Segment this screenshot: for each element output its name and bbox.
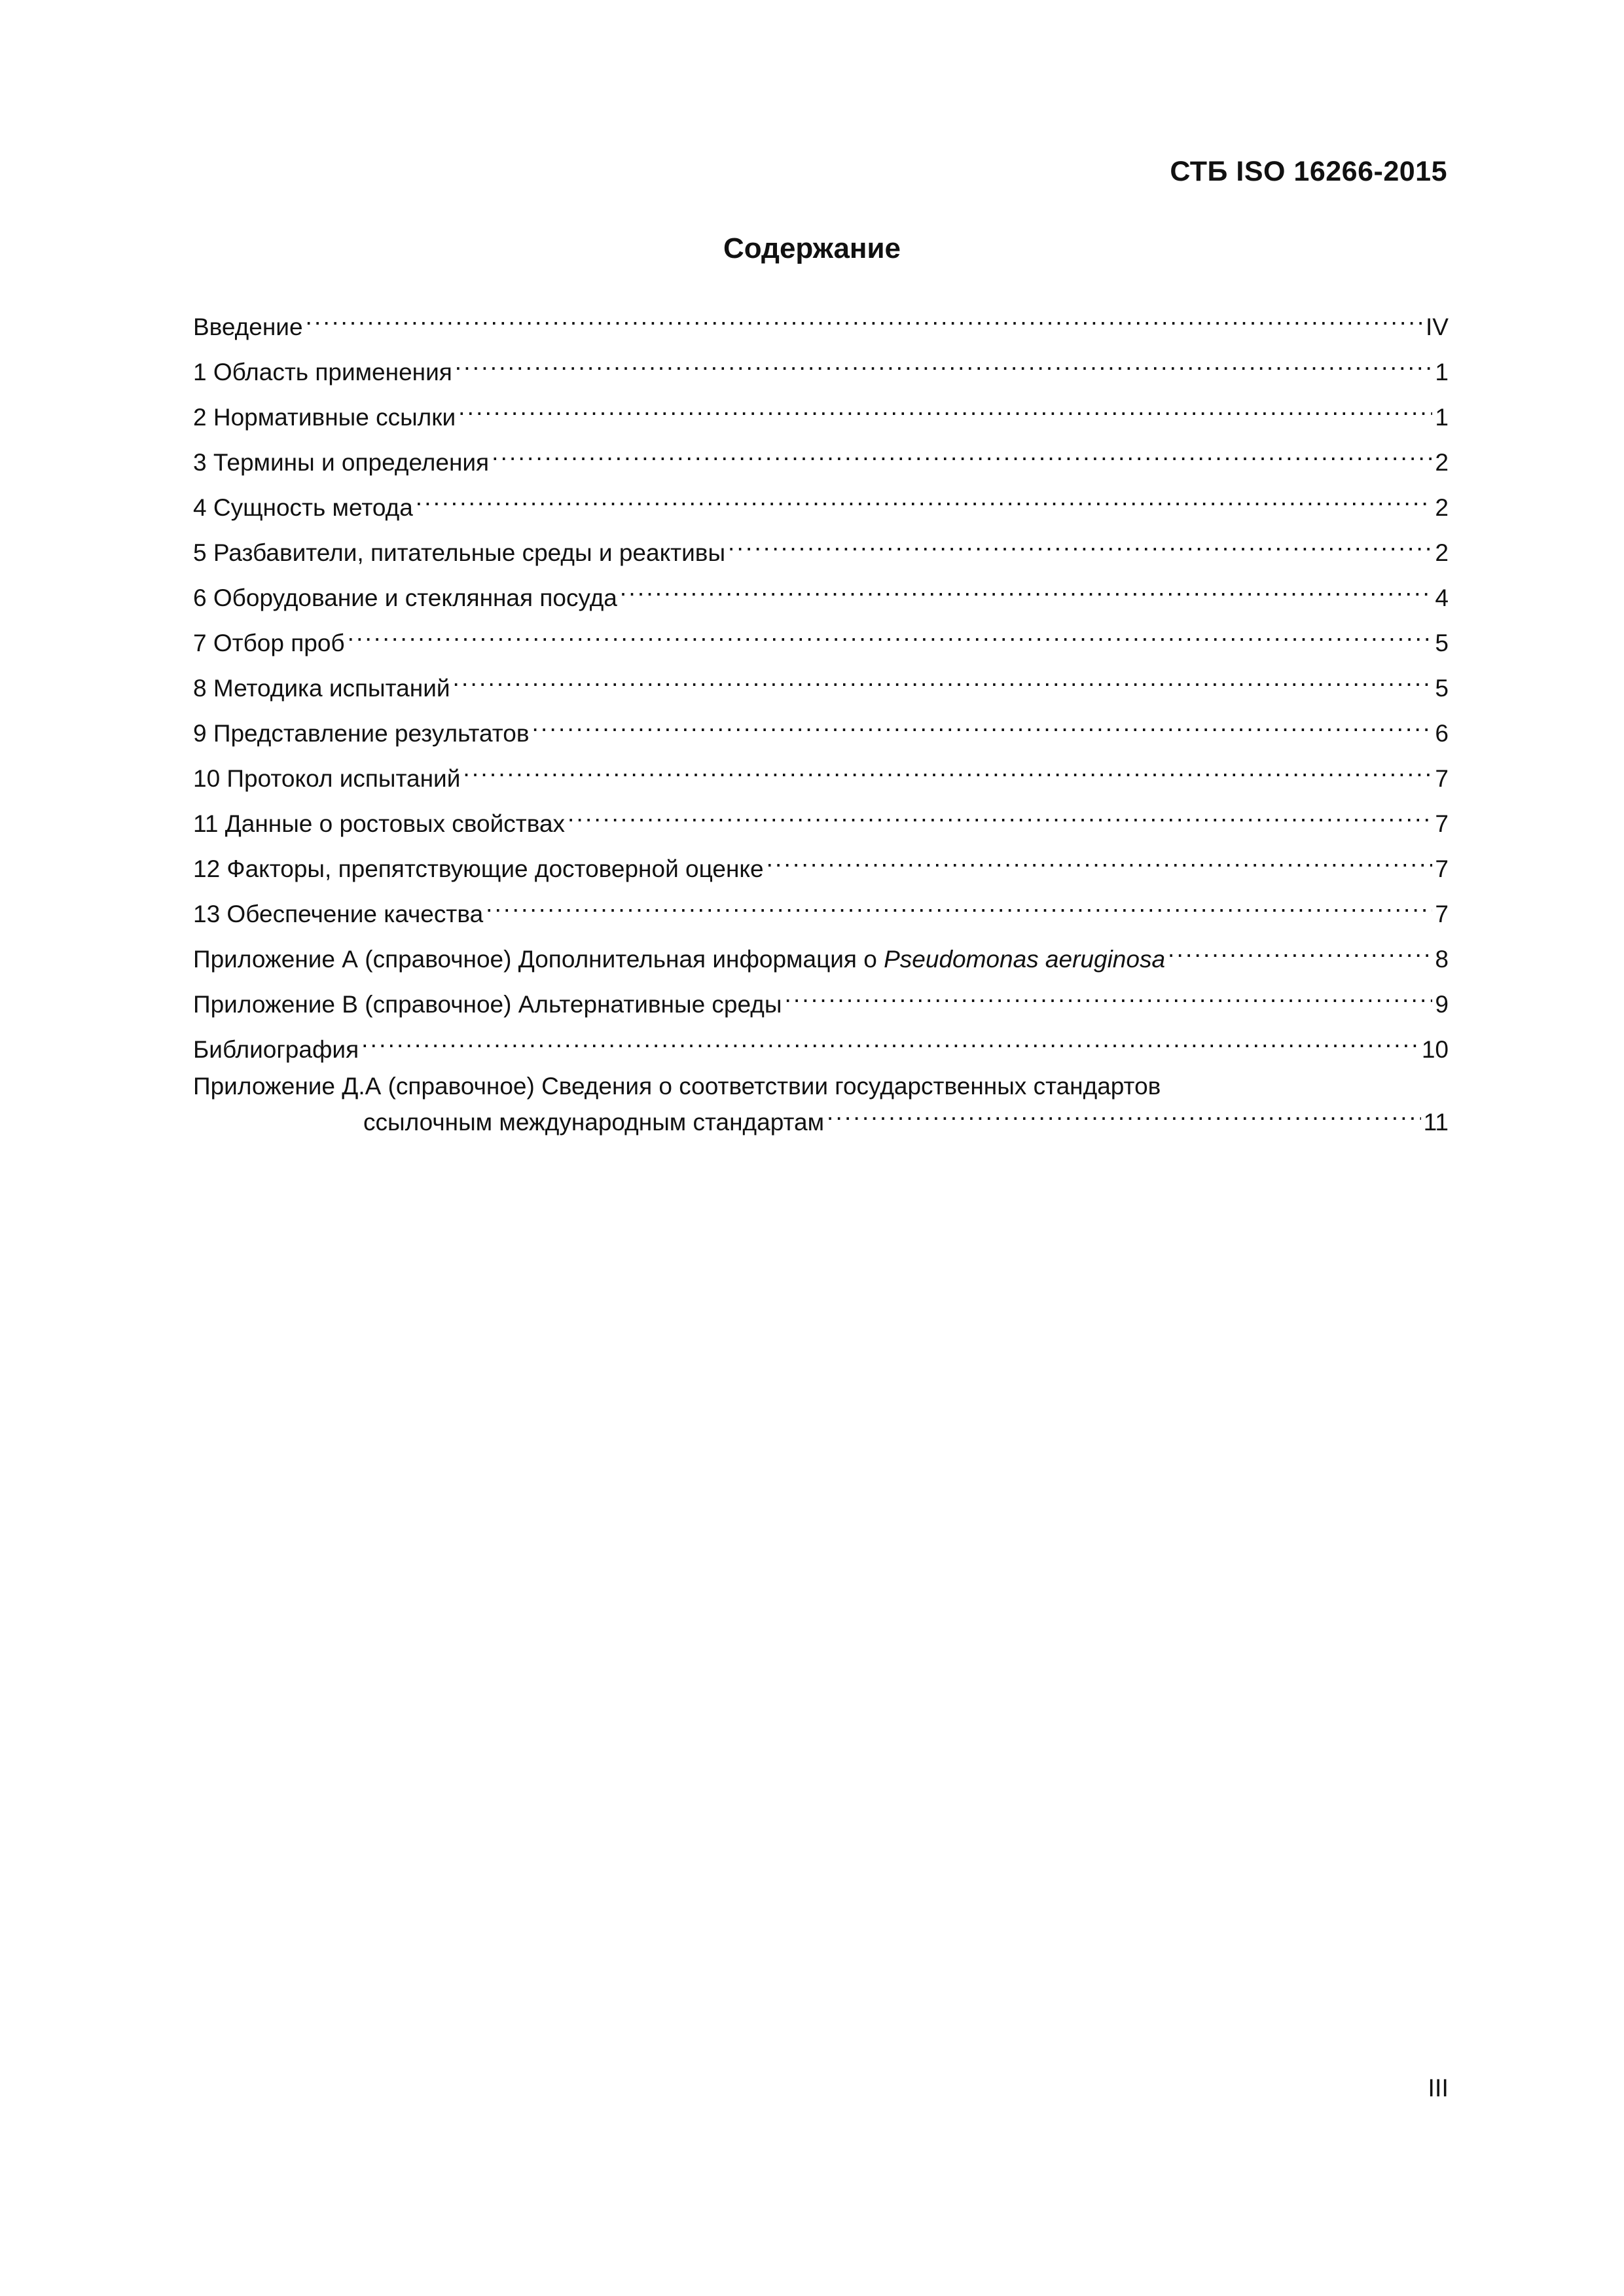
toc-page-number: 2 [1435,494,1449,521]
toc-entry-text: 13 Обеспечение качества [193,901,484,927]
dot-leader [348,619,1433,651]
dot-leader [463,754,1432,787]
dot-leader [728,528,1432,561]
toc-entry-text: 5 Разбавители, питательные среды и реактивы [193,539,726,566]
toc-page-number: 5 [1435,675,1449,702]
toc-entry-annex-a[interactable] [193,935,1449,980]
toc-page-number: IV [1426,314,1449,340]
page-number: III [1428,2075,1449,2102]
toc-entry-procedure[interactable] [193,664,1449,709]
toc-entry-terms[interactable] [193,438,1449,483]
dot-leader [453,664,1433,696]
toc-entry-interferences[interactable] [193,844,1449,889]
toc-page-number: 9 [1435,991,1449,1018]
toc-page-number: 6 [1435,720,1449,747]
toc-page-number: 2 [1435,539,1449,566]
toc-entry-text-italic: Pseudomonas aeruginosa [884,946,1166,973]
toc-entry-text: 7 Отбор проб [193,630,345,656]
toc-page-number: 7 [1435,810,1449,837]
toc-page-number: 8 [1435,946,1449,973]
toc-entry-text: 11 Данные о ростовых свойствах [193,810,566,837]
toc-entry-text: 9 Представление результатов [193,720,530,747]
dot-leader [827,1098,1421,1130]
toc-entry-expression-of-results[interactable] [193,709,1449,754]
toc-page-number: 4 [1435,584,1449,611]
toc-entry-text: Введение [193,314,303,340]
toc-entry-scope[interactable] [193,348,1449,393]
toc-entry-annex-da[interactable] [193,1070,1449,1139]
table-of-contents [193,302,1449,1139]
toc-entry-text [193,943,1165,976]
toc-page-number: 1 [1435,404,1449,431]
dot-leader [458,393,1432,425]
toc-entry-text: Приложение В (справочное) Альтернативные среды [193,991,782,1018]
toc-entry-text: 10 Протокол испытаний [193,765,461,792]
toc-page-number: 1 [1435,359,1449,386]
toc-page-number: 2 [1435,449,1449,476]
toc-entry-text-regular: Приложение А (справочное) Дополнительная информация о [193,946,884,973]
toc-page-number: 5 [1435,630,1449,656]
toc-page-number: 11 [1423,1109,1449,1136]
dot-leader [784,980,1432,1013]
toc-entry-apparatus[interactable] [193,573,1449,619]
dot-leader [416,483,1433,516]
dot-leader [1168,935,1432,967]
toc-entry-text: 12 Факторы, препятствующие достоверной оценке [193,855,764,882]
toc-entry-text: 3 Термины и определения [193,449,490,476]
dot-leader [568,799,1432,832]
document-code: СТБ ISO 16266-2015 [1170,156,1447,187]
toc-entry-normative-references[interactable] [193,393,1449,438]
toc-entry-text-continuation: ссылочным международным стандартам [363,1109,825,1136]
dot-leader [767,844,1433,877]
toc-page-number: 7 [1435,901,1449,927]
dot-leader [455,348,1433,380]
toc-entry-diluents-media[interactable] [193,528,1449,573]
toc-title: Содержание [723,232,901,264]
toc-page-number: 7 [1435,855,1449,882]
dot-leader [620,573,1433,606]
toc-entry-bibliography[interactable] [193,1025,1449,1070]
toc-entry-text: 6 Оборудование и стеклянная посуда [193,584,617,611]
toc-entry-text: 4 Сущность метода [193,494,413,521]
toc-entry-sampling[interactable] [193,619,1449,664]
toc-entry-principle[interactable] [193,483,1449,528]
dot-leader [361,1025,1419,1058]
toc-page-number: 10 [1421,1036,1449,1063]
toc-entry-test-report[interactable] [193,754,1449,799]
toc-entry-annex-b[interactable] [193,980,1449,1025]
dot-leader [486,889,1432,922]
dot-leader [492,438,1432,471]
toc-entry-text: 1 Область применения [193,359,452,386]
toc-entry-text: Приложение Д.А (справочное) Сведения о соответствии государственных стандартов [193,1073,1161,1100]
toc-entry-performance-data[interactable] [193,799,1449,844]
dot-leader [532,709,1433,742]
toc-page-number: 7 [1435,765,1449,792]
toc-entry-text: 2 Нормативные ссылки [193,404,456,431]
toc-entry-introduction[interactable] [193,302,1449,348]
toc-entry-text: Библиография [193,1036,359,1063]
toc-entry-quality-assurance[interactable] [193,889,1449,935]
dot-leader [306,302,1424,335]
toc-entry-text: 8 Методика испытаний [193,675,450,702]
